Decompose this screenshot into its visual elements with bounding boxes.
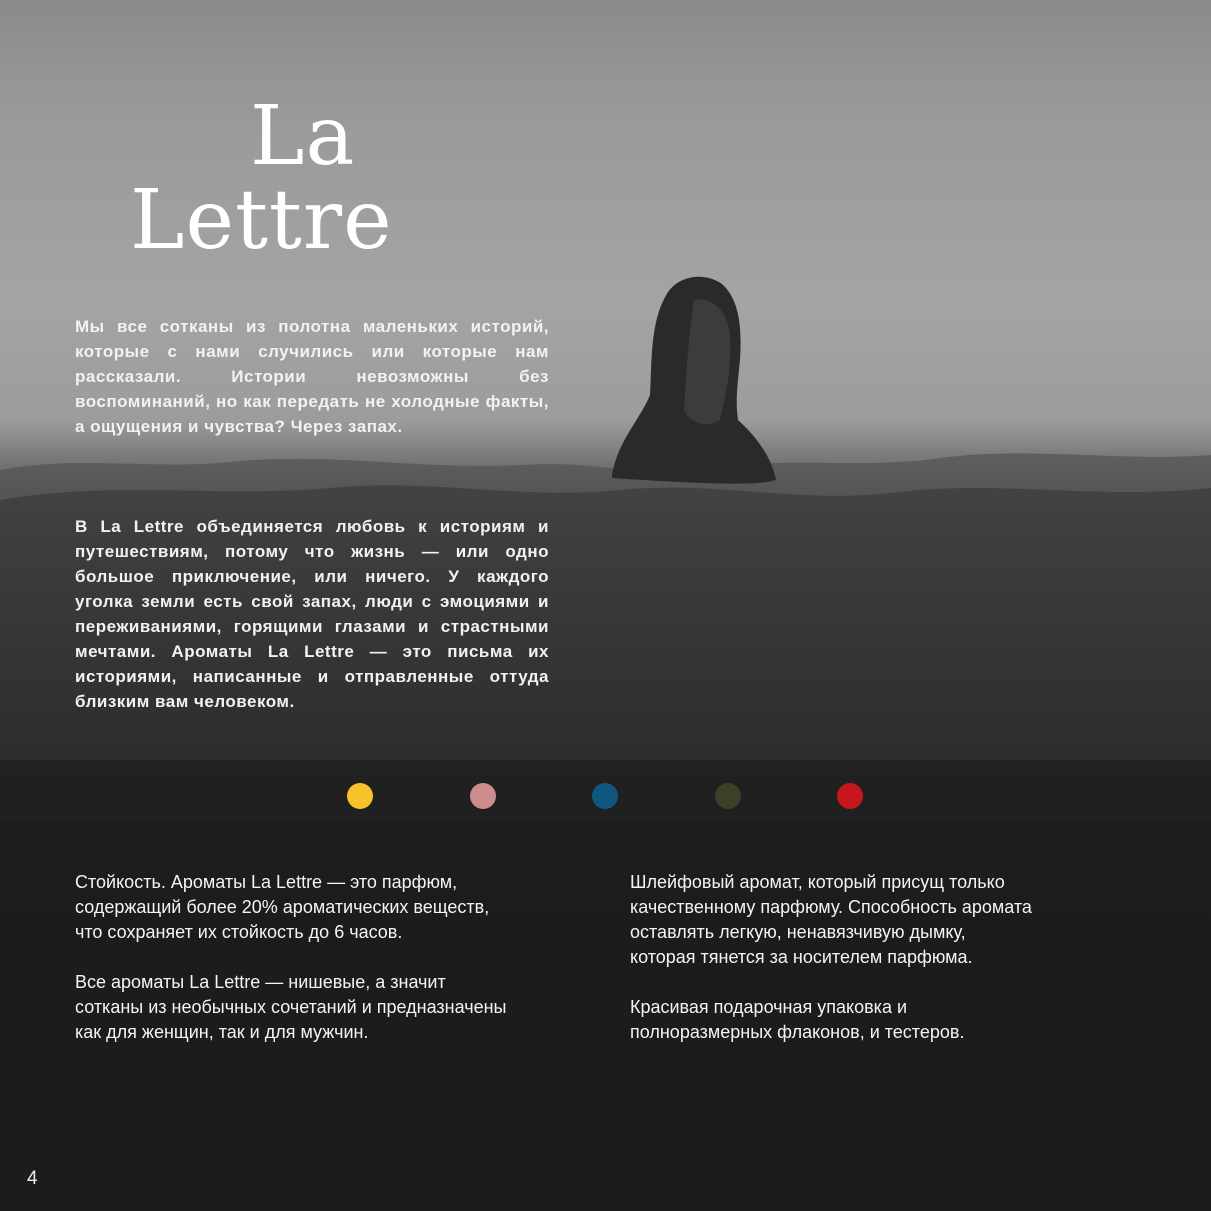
brand-title (130, 89, 530, 268)
color-dot-yellow (347, 783, 373, 809)
color-dot-blue (592, 783, 618, 809)
intro-paragraph-2: В La Lettre объединяется любовь к историям и путешествиям, потому что жизнь — или одно большое приключение, или ничего. У каждого уголка земли есть свой запах, люди с эмоциями и переживаниями, горящими глазами и страстными мечтами. Ароматы La Lettre — это письма их историями, написанные и отправленные оттуда близким вам человеком. (75, 517, 549, 711)
feature-sillage: Шлейфовый аромат, который присущ только качественному парфюму. Способность аромата оставлять легкую, ненавязчивую дымку, которая тянется за носителем парфюма. (630, 872, 1032, 967)
page-number: 4 (27, 1168, 38, 1189)
color-dots (0, 783, 1211, 809)
title-line-1: La (250, 89, 356, 184)
intro-paragraph-1: Мы все сотканы из полотна маленьких историй, которые с нами случились или которые нам рассказали. Истории невозможны без воспоминаний, но как передать не холодные факты, а ощущения и чувства? Через запах. (75, 317, 549, 436)
color-dot-olive (715, 783, 741, 809)
title-line-2: Lettre (130, 173, 393, 268)
color-dot-red (837, 783, 863, 809)
color-dot-pink (470, 783, 496, 809)
feature-durability: Стойкость. Ароматы La Lettre — это парфюм, содержащий более 20% ароматических веществ, что сохраняет их стойкость до 6 часов. (75, 872, 490, 942)
feature-niche: Все ароматы La Lettre — нишевые, а значит сотканы из необычных сочетаний и предназначены как для женщин, так и для мужчин. (75, 972, 507, 1042)
feature-packaging: Красивая подарочная упаковка и полноразмерных флаконов, и тестеров. (630, 997, 965, 1042)
